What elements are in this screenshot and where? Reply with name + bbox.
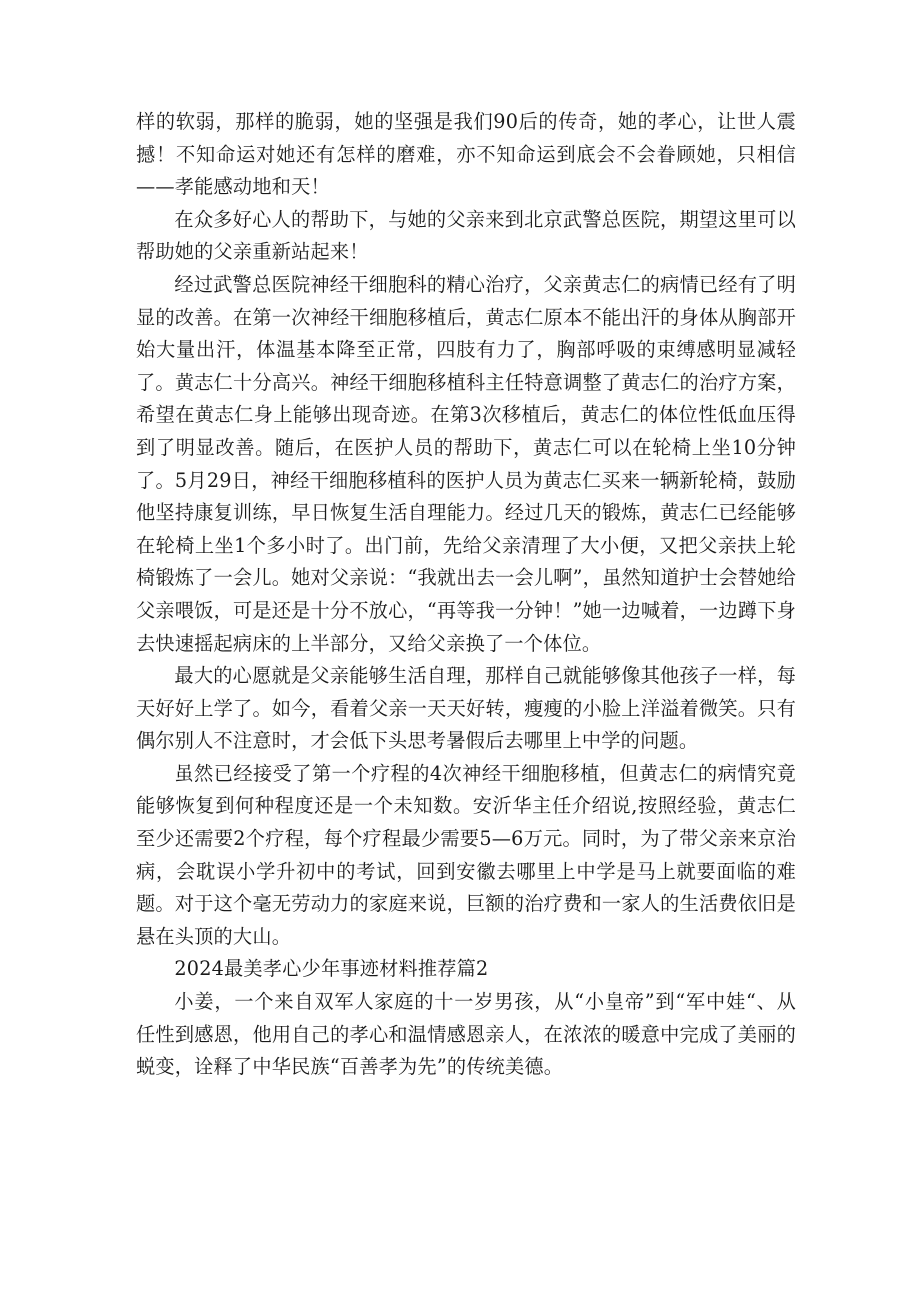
paragraph-hospital-arrival: 在众多好心人的帮助下，与她的父亲来到北京武警总医院，期望这里可以帮助她的父亲重新站起来！ [136, 207, 796, 264]
document-page [136, 106, 796, 1084]
paragraph-treatment: 经过武警总医院神经干细胞科的精心治疗，父亲黄志仁的病情已经有了明显的改善。在第一次神经干细胞移植后，黄志仁原本不能出汗的身体从胸部开始大量出汗，体温基本降至正常，四肢有力了，胸部呼吸的束缚感明显减轻了。黄志仁十分高兴。神经干细胞移植科主任特意调整了黄志仁的治疗方案，希望在黄志仁身上能够出现奇迹。在第3次移植后，黄志仁的体位性低血压得到了明显改善。随后，在医护人员的帮助下，黄志仁可以在轮椅上坐10分钟了。5月29日，神经干细胞移植科的医护人员为黄志仁买来一辆新轮椅，鼓励他坚持康复训练，早日恢复生活自理能力。经过几天的锻炼，黄志仁已经能够在轮椅上坐1个多小时了。出门前，先给父亲清理了大小便，又把父亲扶上轮椅锻炼了一会儿。她对父亲说：“我就出去一会儿啊”，虽然知道护士会替她给父亲喂饭，可是还是十分不放心，“再等我一分钟！”她一边喊着，一边蹲下身去快速摇起病床的上半部分，又给父亲换了一个体位。 [136, 272, 796, 655]
paragraph-continuation: 样的软弱，那样的脆弱，她的坚强是我们90后的传奇，她的孝心，让世人震撼！不知命运对她还有怎样的磨难，亦不知命运到底会不会眷顾她，只相信——孝能感动地和天！ [136, 110, 796, 199]
paragraph-wish: 最大的心愿就是父亲能够生活自理，那样自己就能够像其他孩子一样，每天好好上学了。如今，看着父亲一天天好转，瘦瘦的小脸上洋溢着微笑。只有偶尔别人不注意时，才会低下头思考暑假后去哪里上中学的问题。 [136, 664, 796, 753]
section-heading: 2024最美孝心少年事迹材料推荐篇2 [174, 957, 489, 981]
paragraph-xiaojiang: 小姜，一个来自双军人家庭的十一岁男孩，从“小皇帝”到“军中娃“、从任性到感恩，他用自己的孝心和温情感恩亲人，在浓浓的暖意中完成了美丽的蜕变，诠释了中华民族“百善孝为先”的传统美德。 [136, 990, 796, 1079]
paragraph-cost: 虽然已经接受了第一个疗程的4次神经干细胞移植，但黄志仁的病情究竟能够恢复到何种程度还是一个未知数。安沂华主任介绍说,按照经验，黄志仁至少还需要2个疗程，每个疗程最少需要5—6万元。同时，为了带父亲来京治病，会耽误小学升初中的考试，回到安徽去哪里上中学是马上就要面临的难题。对于这个毫无劳动力的家庭来说，巨额的治疗费和一家人的生活费依旧是悬在头顶的大山。 [136, 761, 796, 948]
